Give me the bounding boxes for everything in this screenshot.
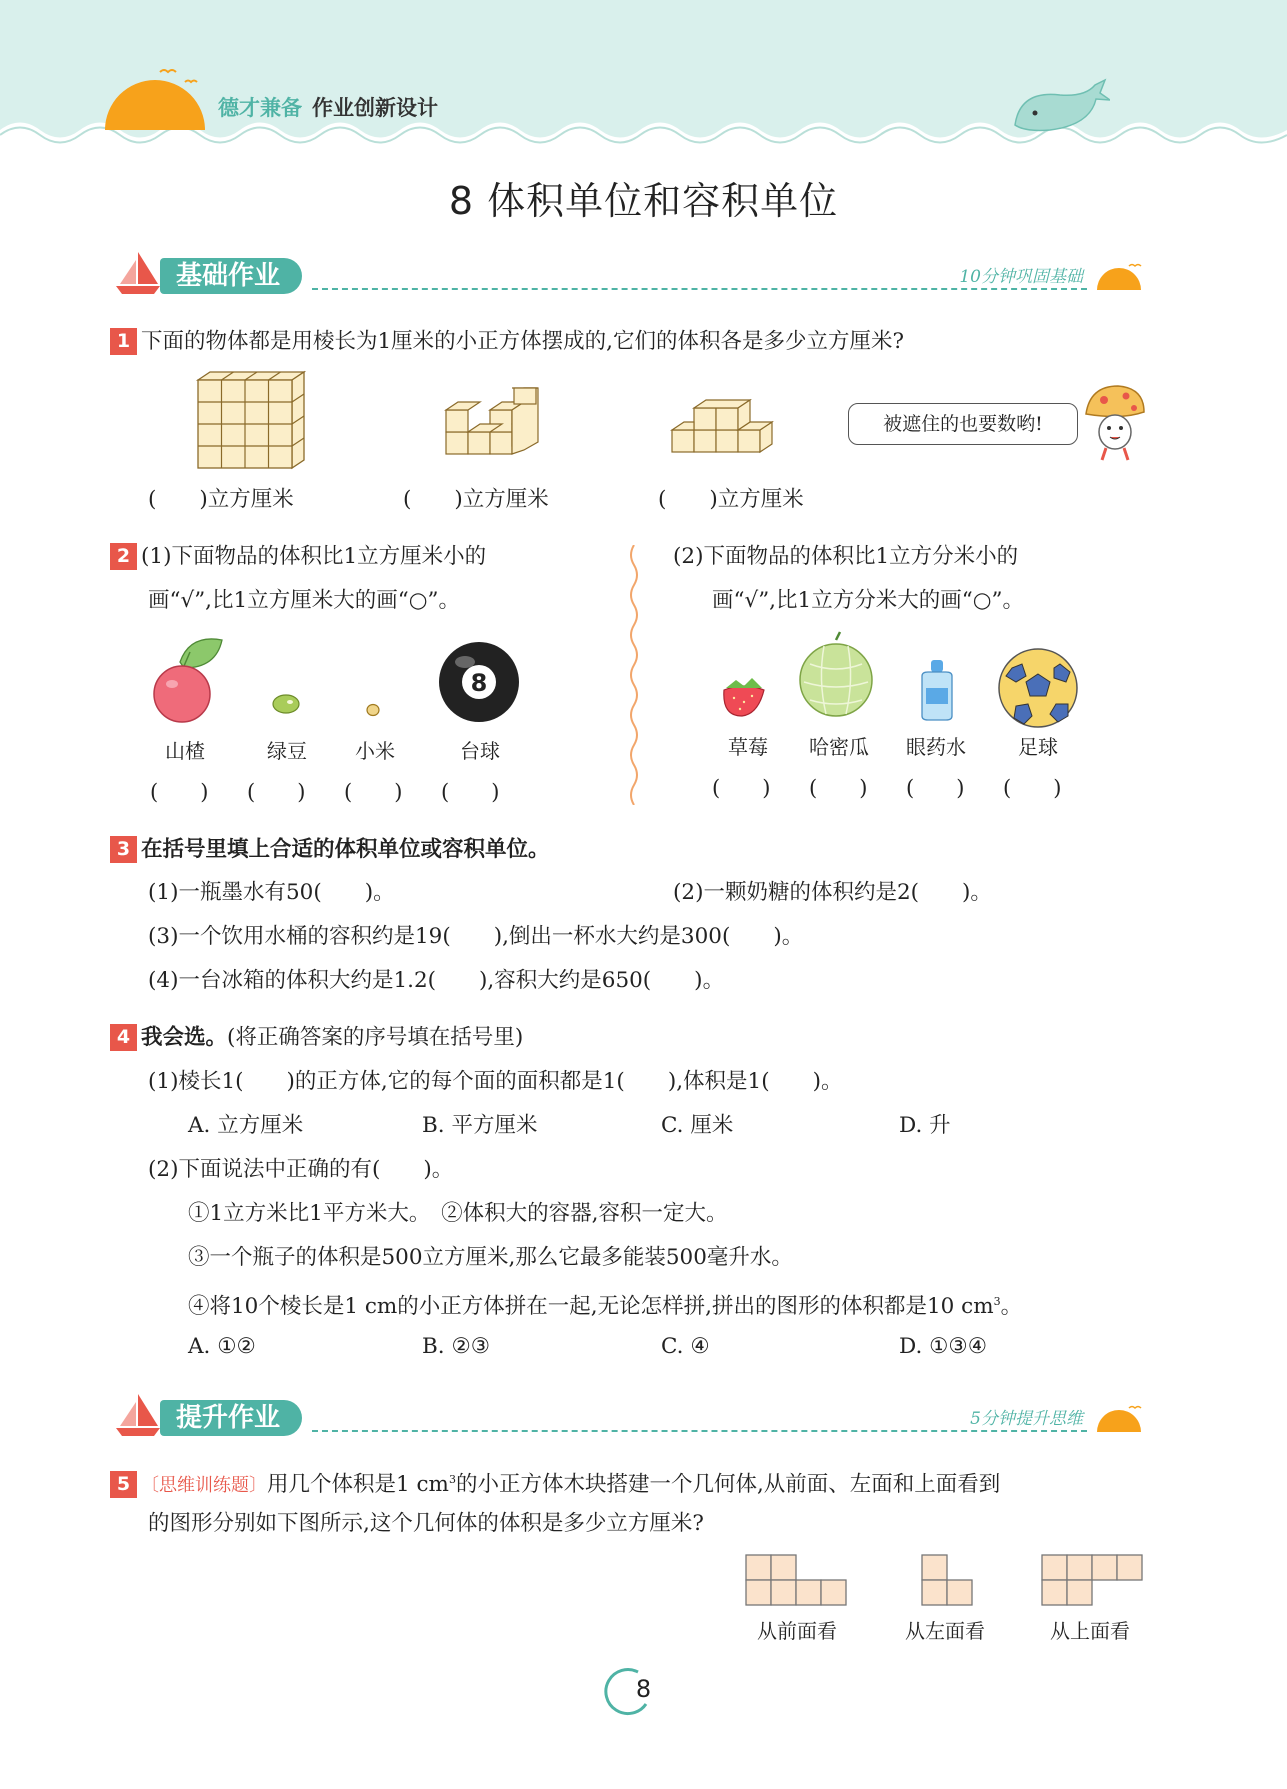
superscript: 3 [993, 1295, 1001, 1308]
section-note: 5分钟提升思维 [970, 1409, 1083, 1429]
q4-line2: (2)下面说法中正确的有( )。 [148, 1157, 454, 1182]
sailboat-icon [112, 1390, 164, 1440]
item-label: 台球 [460, 739, 500, 763]
whale-icon [1010, 75, 1110, 135]
q3-line3: (4)一台冰箱的体积大约是1.2( ),容积大约是650( )。 [148, 968, 725, 993]
q4-statement-1-2: ①1立方米比1平方米大。 ②体积大的容器,容积一定大。 [188, 1201, 728, 1226]
superscript: 3 [448, 1473, 456, 1486]
q2-part1-line2: 画“√”,比1立方厘米大的画“○”。 [148, 588, 460, 613]
section-advanced [112, 1390, 1147, 1446]
q2-part2-line1: (2)下面物品的体积比1立方分米小的 [673, 544, 1019, 569]
item-label: 眼药水 [906, 735, 966, 759]
q4-opt2-c[interactable]: C. ④ [661, 1334, 710, 1359]
item-label: 山楂 [165, 739, 205, 763]
section-divider [312, 1430, 1087, 1432]
item-label: 绿豆 [267, 739, 307, 763]
q4-opt-c[interactable]: C. 厘米 [661, 1113, 734, 1138]
brand [218, 92, 438, 122]
top-view-grid [1040, 1553, 1146, 1609]
q3-line1b: (2)一颗奶糖的体积约是2( )。 [673, 880, 992, 905]
q3-prompt: 在括号里填上合适的体积单位或容积单位。 [141, 837, 550, 862]
section-basic [112, 248, 1147, 304]
q4-statement-4-end: 。 [1000, 1294, 1023, 1320]
q2-part2-line2: 画“√”,比1立方分米大的画“○”。 [712, 588, 1024, 613]
answer-blank[interactable]: ( ) [809, 776, 868, 800]
q3-line2: (3)一个饮用水桶的容积约是19( ),倒出一杯水大约是300( )。 [148, 924, 804, 949]
section-label: 提升作业 [160, 1400, 302, 1436]
q4-statement-3: ③一个瓶子的体积是500立方厘米,那么它最多能装500毫升水。 [188, 1245, 793, 1270]
brand-green: 德才兼备 [218, 95, 302, 120]
q3-line1a: (1)一瓶墨水有50( )。 [148, 880, 395, 905]
brand-dark: 作业创新设计 [312, 95, 438, 120]
speech-bubble: 被遮住的也要数哟! [848, 403, 1078, 445]
q1-answer-3[interactable]: ( )立方厘米 [658, 487, 804, 512]
answer-blank[interactable]: ( ) [712, 776, 771, 800]
cantaloupe-icon [796, 630, 876, 720]
q5-text-b: 的小正方体木块搭建一个几何体,从前面、左面和上面看到 [455, 1472, 1001, 1498]
strawberry-icon [718, 672, 770, 718]
cube-figure-3 [668, 390, 788, 456]
q3-number: 3 [110, 836, 137, 863]
q1-answer-1[interactable]: ( )立方厘米 [148, 487, 294, 512]
q4-statement-4 [188, 1287, 1022, 1322]
soccer-ball-icon [996, 646, 1080, 730]
billiard-ball-icon [437, 640, 521, 724]
mung-bean-icon [270, 692, 302, 716]
front-view-grid [744, 1553, 850, 1609]
q3-header [110, 835, 550, 865]
cube-figure-1 [196, 370, 306, 470]
answer-blank[interactable]: ( ) [441, 780, 500, 804]
answer-blank[interactable]: ( ) [344, 780, 403, 804]
q4-opt2-d[interactable]: D. ①③④ [899, 1334, 987, 1359]
item-label: 小米 [355, 739, 395, 763]
answer-blank[interactable]: ( ) [906, 776, 965, 800]
view-label-left: 从左面看 [905, 1619, 985, 1643]
sun-icon [1091, 260, 1147, 296]
item-label: 足球 [1018, 735, 1058, 759]
wavy-divider [628, 545, 640, 805]
sailboat-icon [112, 248, 164, 298]
q4-opt-b[interactable]: B. 平方厘米 [422, 1113, 538, 1138]
q4-opt2-a[interactable]: A. ①② [188, 1334, 256, 1359]
section-divider [312, 288, 1087, 290]
q4-opt2-b[interactable]: B. ②③ [422, 1334, 491, 1359]
mushroom-character-icon [1082, 382, 1148, 464]
q4-opt-d[interactable]: D. 升 [899, 1113, 951, 1138]
answer-blank[interactable]: ( ) [1003, 776, 1062, 800]
q1-text [110, 327, 904, 357]
left-view-grid [920, 1553, 976, 1609]
view-label-front: 从前面看 [757, 1619, 837, 1643]
hawthorn-icon [150, 632, 226, 728]
answer-blank[interactable]: ( ) [247, 780, 306, 804]
q5-line1 [110, 1465, 1000, 1501]
item-label: 草莓 [728, 735, 768, 759]
q4-number: 4 [110, 1024, 137, 1051]
q5-number: 5 [110, 1471, 137, 1498]
item-label: 哈密瓜 [809, 735, 869, 759]
page-number: 8 [635, 1675, 652, 1703]
q1-prompt: 下面的物体都是用棱长为1厘米的小正方体摆成的,它们的体积各是多少立方厘米? [141, 329, 905, 354]
q2-number: 2 [110, 543, 137, 570]
q5-text-a: 用几个体积是1 cm [267, 1472, 449, 1498]
q4-statement-4-text: ④将10个棱长是1 cm的小正方体拼在一起,无论怎样拼,拼出的图形的体积都是10 cm [188, 1294, 994, 1320]
q4-prompt: 我会选。 [141, 1025, 228, 1050]
section-note: 10分钟巩固基础 [959, 267, 1083, 287]
q5-tag: 〔思维训练题〕 [141, 1475, 267, 1497]
q4-hint: (将正确答案的序号填在括号里) [227, 1025, 524, 1050]
section-label: 基础作业 [160, 258, 302, 294]
q1-answer-2[interactable]: ( )立方厘米 [403, 487, 549, 512]
page-title: 8 体积单位和容积单位 [448, 179, 839, 223]
q2-part1-text: (1)下面物品的体积比1立方厘米小的 [141, 544, 487, 569]
q4-opt-a[interactable]: A. 立方厘米 [188, 1113, 304, 1138]
q2-part1-line1 [110, 542, 486, 572]
q1-number: 1 [110, 328, 137, 355]
q4-header [110, 1023, 523, 1053]
sun-icon [100, 60, 210, 130]
billiard-number: 8 [470, 669, 488, 697]
view-label-top: 从上面看 [1050, 1619, 1130, 1643]
millet-icon [364, 702, 382, 718]
q5-line2: 的图形分别如下图所示,这个几何体的体积是多少立方厘米? [148, 1511, 704, 1536]
sun-icon [1091, 1402, 1147, 1438]
eye-drops-icon [916, 658, 958, 722]
cube-figure-2 [442, 384, 542, 462]
q4-line1: (1)棱长1( )的正方体,它的每个面的面积都是1( ),体积是1( )。 [148, 1069, 843, 1094]
answer-blank[interactable]: ( ) [150, 780, 209, 804]
